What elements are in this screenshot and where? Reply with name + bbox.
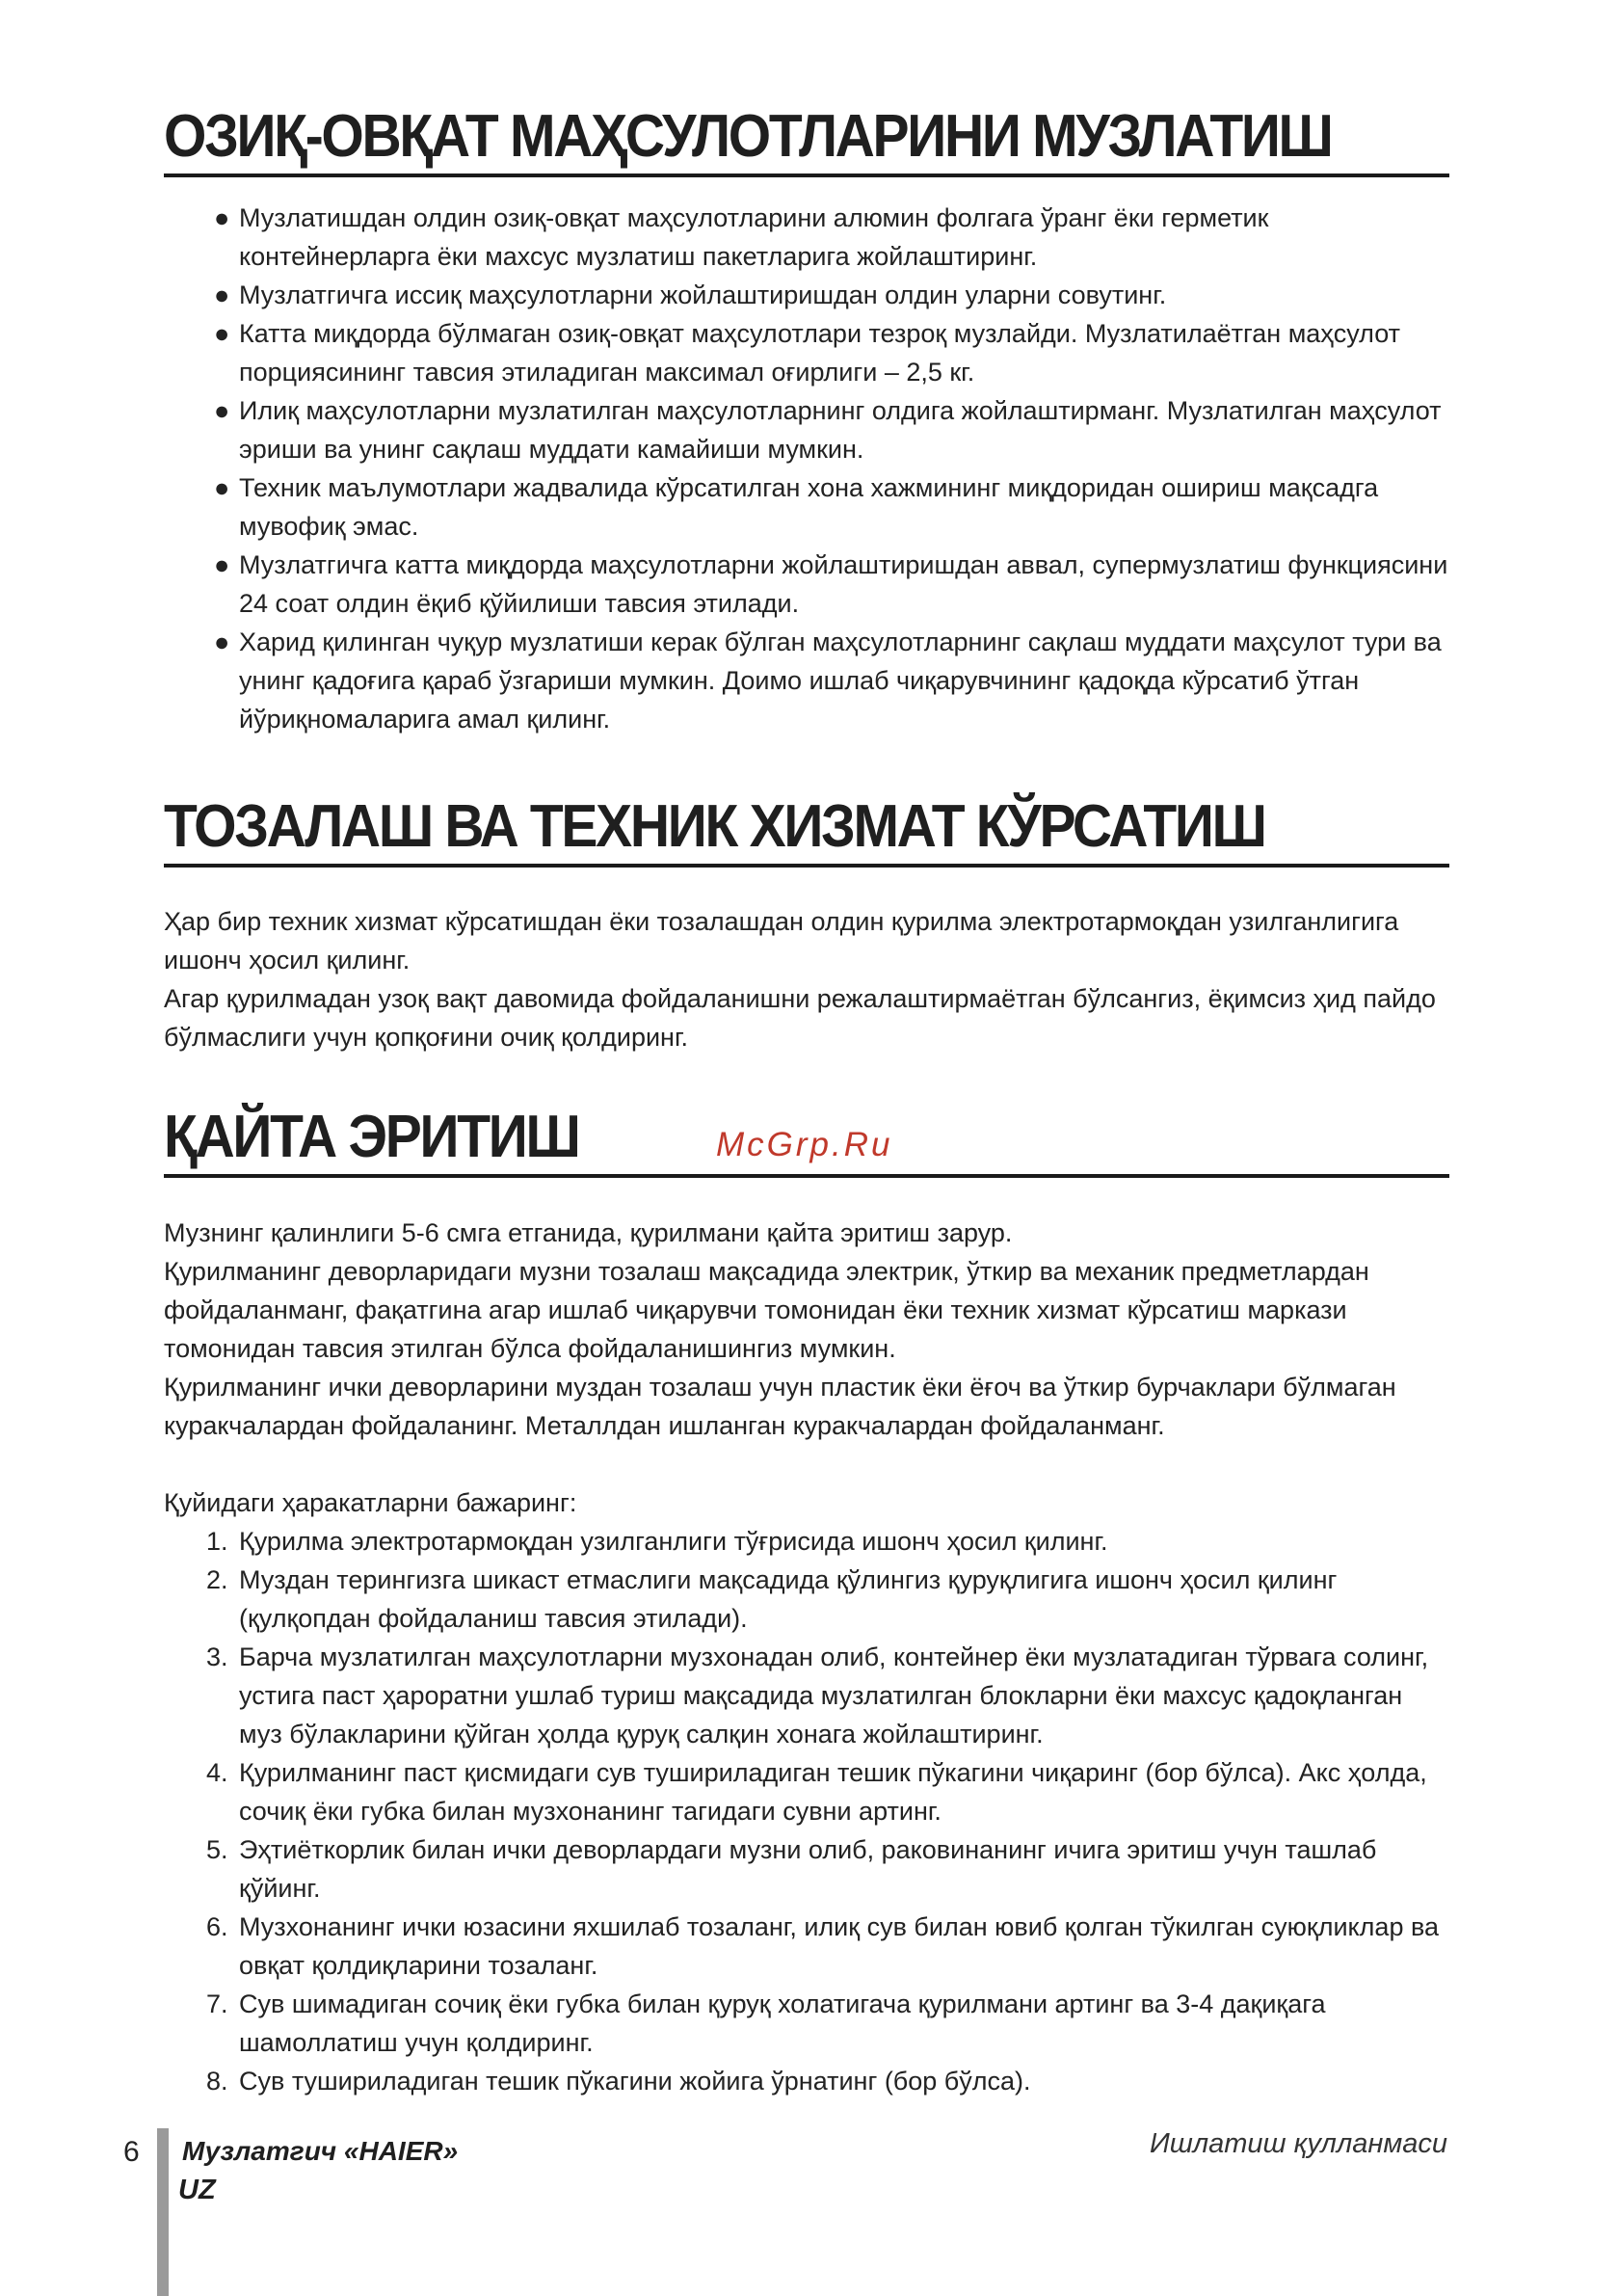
watermark-text: McGrp.Ru	[716, 1126, 893, 1163]
cleaning-paragraph: Ҳар бир техник хизмат кўрсатишдан ёки тозалашдан олдин қурилма электротармоқдан узилганлигига ишонч ҳосил қилинг.	[164, 907, 1399, 974]
bullet-icon: ●	[214, 396, 230, 425]
step-text: Эҳтиёткорлик билан ички деворлардаги музни олиб, раковинанинг ичига эритиш учун ташлаб қўйинг.	[239, 1835, 1377, 1903]
step-number: 8.	[206, 2067, 228, 2096]
bullet-icon: ●	[214, 280, 230, 309]
cleaning-text	[164, 902, 1449, 1056]
step-text: Сув шимадиган сочиқ ёки губка билан қуруқ холатигача қурилмани артинг ва 3-4 дақиқага шамоллатиш учун қолдиринг.	[239, 1989, 1326, 2057]
defrost-step-item	[164, 1561, 1449, 1638]
defrost-step-item	[164, 2062, 1449, 2100]
footer-language: UZ	[178, 2175, 216, 2205]
freezing-bullet-item	[164, 623, 1449, 738]
defrost-paragraph: Музнинг қалинлиги 5-6 смга етганида, қурилмани қайта эритиш зарур.	[164, 1218, 1013, 1247]
footer-brand: Музлатгич «HAIER»	[182, 2136, 459, 2166]
cleaning-section	[164, 783, 1449, 1056]
defrost-steps-list	[164, 1522, 1449, 2100]
bullet-icon: ●	[214, 473, 230, 502]
defrost-step-item	[164, 1830, 1449, 1908]
freezing-bullet-text: Музлатгичга катта миқдорда маҳсулотларни жойлаштиришдан аввал, супермузлатиш функциясини 24 соат олдин ёқиб қўйилиши тавсия этилади.	[239, 550, 1448, 618]
defrost-step-item	[164, 1522, 1449, 1561]
defrost-heading: ҚАЙТА ЭРИТИШ	[164, 1104, 579, 1170]
freezing-bullet-item	[164, 314, 1449, 391]
defrost-step-item	[164, 1753, 1449, 1830]
freezing-bullet-list	[164, 199, 1449, 738]
step-text: Сув тушириладиган тешик пўкагини жойига ўрнатинг (бор бўлса).	[239, 2067, 1031, 2096]
defrost-text	[164, 1214, 1449, 2100]
step-number: 3.	[206, 1642, 228, 1671]
step-number: 7.	[206, 1989, 228, 2018]
freezing-bullet-item	[164, 391, 1449, 468]
freezing-section	[164, 93, 1449, 738]
step-text: Қурилманинг паст қисмидаги сув тушириладиган тешик пўкагини чиқаринг (бор бўлса). Акс ҳолда, сочиқ ёки губка билан музхонанинг тагидаги сувни артинг.	[239, 1758, 1427, 1826]
step-text: Музхонанинг ички юзасини яхшилаб тозаланг, илиқ сув билан ювиб қолган тўкилган суюқликлар ва овқат қолдиқларини тозаланг.	[239, 1912, 1440, 1980]
defrost-section	[164, 1093, 1449, 2100]
step-text: Қурилма электротармоқдан узилганлиги тўғрисида ишонч ҳосил қилинг.	[239, 1527, 1108, 1556]
freezing-bullet-text: Музлатгичга иссиқ маҳсулотларни жойлаштиришдан олдин уларни совутинг.	[239, 280, 1167, 309]
freezing-bullet-item	[164, 199, 1449, 276]
defrost-step-item	[164, 1638, 1449, 1753]
step-number: 4.	[206, 1758, 228, 1787]
freezing-heading-underline	[164, 93, 1449, 177]
bullet-icon: ●	[214, 319, 230, 348]
bullet-icon: ●	[214, 550, 230, 579]
cleaning-heading: ТОЗАЛАШ ВА ТЕХНИК ХИЗМАТ КЎРСАТИШ	[164, 793, 1265, 860]
footer-bar	[157, 2128, 169, 2296]
freezing-bullet-text: Илиқ маҳсулотларни музлатилган маҳсулотларнинг олдига жойлаштирманг. Музлатилган маҳсулот эриши ва унинг сақлаш муддати камайиши мумкин.	[239, 396, 1442, 464]
freezing-bullet-text: Харид қилинган чуқур музлатиши керак бўлган маҳсулотларнинг сақлаш муддати маҳсулот тури ва унинг қадоғига қараб ўзгариши мумкин. Доимо ишлаб чиқарувчининг қадоқда кўрсатиб ўтган йўриқномаларига амал қилинг.	[239, 627, 1442, 734]
footer-manual-title: Ишлатиш қулланмаси	[1149, 2128, 1447, 2159]
step-number: 1.	[206, 1527, 228, 1556]
steps-intro: Қуйидаги ҳаракатларни бажаринг:	[164, 1488, 577, 1517]
freezing-heading: ОЗИҚ-ОВҚАТ МАҲСУЛОТЛАРИНИ МУЗЛАТИШ	[164, 103, 1332, 170]
freezing-bullet-text: Катта миқдорда бўлмаган озиқ-овқат маҳсулотлари тезроқ музлайди. Музлатилаётган маҳсулот порциясининг тавсия этиладиган максимал оғирлиги – 2,5 кг.	[239, 319, 1401, 387]
defrost-paragraph: Қурилманинг ички деворларини муздан тозалаш учун пластик ёки ёғоч ва ўткир бурчаклари бўлмаган куракчалардан фойдаланинг. Металлдан ишланган куракчалардан фойдаланманг.	[164, 1373, 1396, 1440]
step-text: Барча музлатилган маҳсулотларни музхонадан олиб, контейнер ёки музлатадиган тўрвага солинг, устига паст ҳароратни ушлаб туриш мақсадида музлатилган блокларни ёки махсус қадоқланган муз бўлакларини қўйган ҳолда қуруқ салқин хонага жойлаштиринг.	[239, 1642, 1429, 1749]
step-number: 6.	[206, 1912, 228, 1941]
bullet-icon: ●	[214, 627, 230, 656]
step-number: 5.	[206, 1835, 228, 1864]
freezing-bullet-item	[164, 546, 1449, 623]
step-text: Муздан терингизга шикаст етмаслиги мақсадида қўлингиз қуруқлигига ишонч ҳосил қилинг (қулқопдан фойдаланиш тавсия этилади).	[239, 1565, 1338, 1633]
defrost-step-item	[164, 1985, 1449, 2062]
freezing-bullet-item	[164, 276, 1449, 314]
cleaning-heading-underline	[164, 783, 1449, 868]
page-number: 6	[123, 2136, 140, 2168]
freezing-bullet-text: Музлатишдан олдин озиқ-овқат маҳсулотларини алюмин фолгага ўранг ёки герметик контейнерларга ёки махсус музлатиш пакетларига жойлаштиринг.	[239, 203, 1269, 271]
step-number: 2.	[206, 1565, 228, 1594]
freezing-bullet-item	[164, 468, 1449, 546]
defrost-paragraph: Қурилманинг деворларидаги музни тозалаш мақсадида электрик, ўткир ва механик предметлардан фойдаланманг, фақатгина агар ишлаб чиқарувчи томонидан ёки техник хизмат кўрсатиш маркази томонидан тавсия этилган бўлса фойдаланишингиз мумкин.	[164, 1257, 1369, 1363]
bullet-icon: ●	[214, 203, 230, 232]
freezing-bullet-text: Техник маълумотлари жадвалида кўрсатилган хона хажмининг миқдоридан ошириш мақсадга мувофиқ эмас.	[239, 473, 1379, 541]
defrost-step-item	[164, 1908, 1449, 1985]
cleaning-paragraph: Агар қурилмадан узоқ вақт давомида фойдаланишни режалаштирмаётган бўлсангиз, ёқимсиз ҳид пайдо бўлмаслиги учун қопқоғини очиқ қолдиринг.	[164, 984, 1436, 1052]
